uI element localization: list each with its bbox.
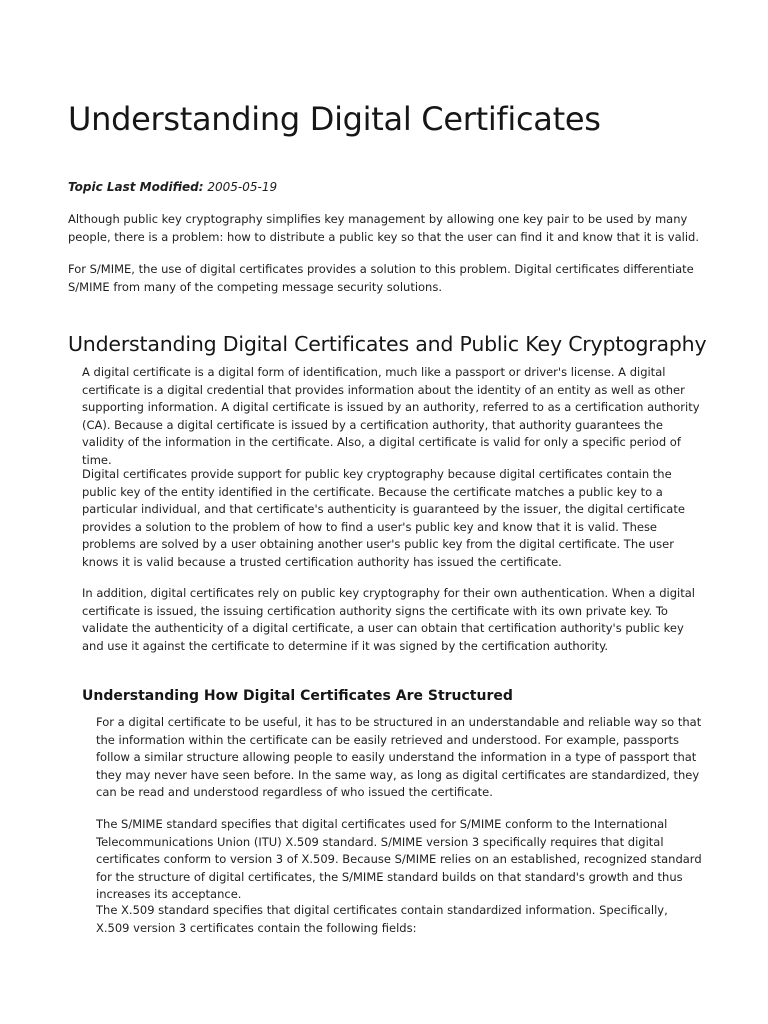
last-modified-line <box>68 180 277 194</box>
subsection-paragraph-3: The X.509 standard specifies that digital certificates contain standardized information. Specifically, X.509 version 3 certificates contain the following fields: <box>96 903 668 935</box>
subsection-paragraph-1: For a digital certificate to be useful, it has to be structured in an understandable and reliable way so that the information within the certificate can be easily retrieved and understood. For example, passports follow a similar structure allowing people to easily understand the information in a type of passport that they may never have seen before. In the same way, as long as digital certificates are standardized, they can be read and understood regardless of who issued the certificate. <box>96 715 702 800</box>
section-paragraph-2: Digital certificates provide support for public key cryptography because digital certificates contain the public key of the entity identified in the certificate. Because the certificate matches a public key to a particular individual, and that certificate's authenticity is guaranteed by the issuer, the digital certificate provides a solution to the problem of how to find a user's public key and know that it is valid. These problems are solved by a user obtaining another user's public key from the digital certificate. The user knows it is valid because a trusted certification authority has issued the certificate. <box>82 467 685 569</box>
last-modified-date: 2005-05-19 <box>207 180 278 194</box>
page-title: Understanding Digital Certificates <box>68 100 601 138</box>
section-paragraph-1: A digital certificate is a digital form of identification, much like a passport or driver's license. A digital certificate is a digital credential that provides information about the identity of an entity as well as other supporting information. A digital certificate is issued by an authority, referred to as a certification authority (CA). Because a digital certificate is issued by a certification authority, that authority guarantees the validity of the information in the certificate. Also, a digital certificate is valid for only a specific period of time. <box>82 365 700 467</box>
subsection-heading: Understanding How Digital Certificates Are Structured <box>82 688 513 704</box>
subsection-paragraph-2: The S/MIME standard specifies that digital certificates used for S/MIME conform to the International Telecommunications Union (ITU) X.509 standard. S/MIME version 3 specifically requires that digital certificates conform to version 3 of X.509. Because S/MIME relies on an established, recognized standard for the structure of digital certificates, the S/MIME standard builds on that standard's growth and thus increases its acceptance. <box>96 817 702 902</box>
section-paragraph-3: In addition, digital certificates rely on public key cryptography for their own authentication. When a digital certificate is issued, the issuing certification authority signs the certificate with its own private key. To validate the authenticity of a digital certificate, a user can obtain that certification authority's public key and use it against the certificate to determine if it was signed by the certification authority. <box>82 586 695 653</box>
intro-paragraph-1: Although public key cryptography simplifies key management by allowing one key pair to be used by many people, there is a problem: how to distribute a public key so that the user can find it and know that it is valid. <box>68 212 699 244</box>
last-modified-label: Topic Last Modified: <box>68 180 204 194</box>
intro-paragraph-2: For S/MIME, the use of digital certificates provides a solution to this problem. Digital certificates differentiate S/MIME from many of the competing message security solutions. <box>68 262 694 294</box>
section-heading: Understanding Digital Certificates and Public Key Cryptography <box>68 332 707 356</box>
